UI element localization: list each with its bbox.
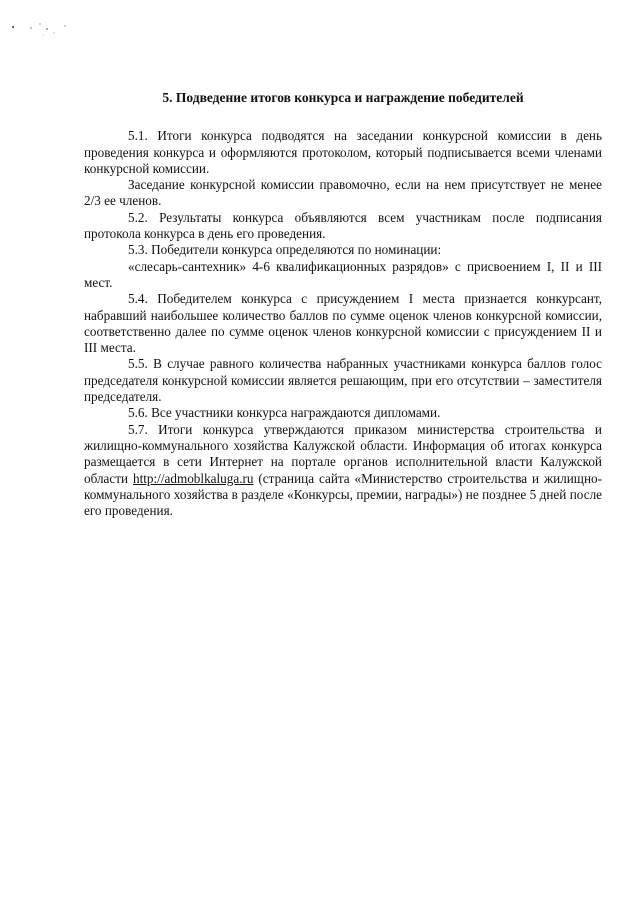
paragraph-5-3: 5.3. Победители конкурса определяются по номинации: <box>128 242 442 258</box>
paragraph-5-7-text-before: 5.7. Итоги конкурса утверждаются приказом министерства строительства и жилищно-коммунального хозяйства Калужской области. Информация об итогах конкурса размещается в сети Интернет на портале органов исполнительной власти Калужской области <box>84 421 602 486</box>
paragraph-5-4: 5.4. Победителем конкурса с присуждением I места признается конкурсант, набравший наибольшее количество баллов по сумме оценок членов конкурсной комиссии, соответственно далее по сумме оценок членов конкурсной комиссии с присуждением II и III места. <box>84 291 602 356</box>
paragraph-5-7 <box>84 422 602 520</box>
portal-link[interactable]: http://admoblkaluga.ru <box>133 470 254 486</box>
paragraph-5-2: 5.2. Результаты конкурса объявляются всем участникам после подписания протокола конкурса в день его проведения. <box>84 209 602 242</box>
scan-speckles <box>4 18 74 40</box>
paragraph-5-7-text-after: (страница сайта «Министерство строительства и жилищно-коммунального хозяйства в разделе «Конкурсы, премии, награды») не позднее 5 дней после его проведения. <box>84 470 602 519</box>
paragraph-nomination: «слесарь-сантехник» 4-6 квалификационных разрядов» с присвоением I, II и III мест. <box>84 258 602 290</box>
document-body <box>84 90 602 519</box>
paragraph-5-1: 5.1. Итоги конкурса подводятся на заседании конкурсной комиссии в день проведения конкурса и оформляются протоколом, который подписывается всеми членами конкурсной комиссии. <box>84 128 602 176</box>
paragraph-5-5: 5.5. В случае равного количества набранных участниками конкурса баллов голос председателя конкурсной комиссии является решающим, при его отсутствии – заместителя председателя. <box>84 356 602 405</box>
paragraph-quorum: Заседание конкурсной комиссии правомочно, если на нем присутствует не менее 2/3 ее членов. <box>84 177 602 209</box>
paragraph-5-6: 5.6. Все участники конкурса награждаются дипломами. <box>128 405 441 421</box>
section-heading: 5. Подведение итогов конкурса и награждение победителей <box>162 90 524 105</box>
